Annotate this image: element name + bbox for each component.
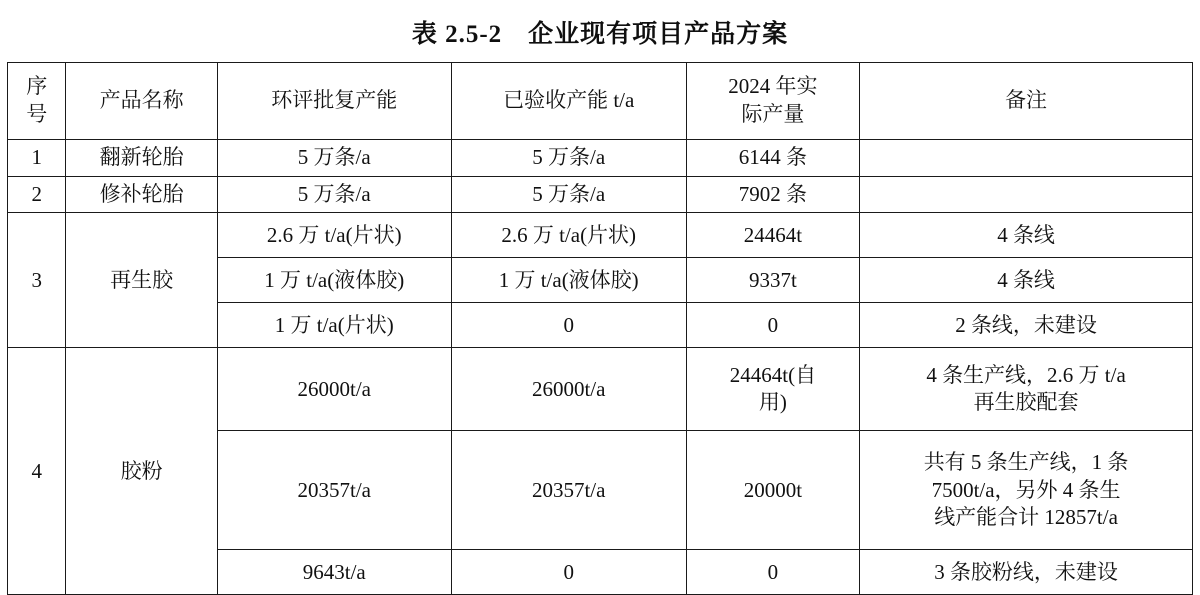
row-accepted-capacity: 1 万 t/a(液体胶) — [451, 258, 686, 303]
row-approved-capacity: 2.6 万 t/a(片状) — [217, 213, 451, 258]
row-product-name: 翻新轮胎 — [66, 140, 217, 177]
table-caption-text: 企业现有项目产品方案 — [528, 21, 789, 48]
row-accepted-capacity: 5 万条/a — [451, 176, 686, 213]
row-product-name: 修补轮胎 — [66, 176, 217, 213]
row-remark-line2: 再生胶配套 — [973, 390, 1079, 415]
row-remark — [860, 140, 1193, 177]
table-row — [8, 140, 1193, 177]
table-row — [8, 348, 1193, 431]
row-actual-output-line1: 24464t(自 — [729, 362, 817, 387]
row-accepted-capacity: 20357t/a — [451, 431, 686, 550]
row-actual-output: 20000t — [686, 431, 859, 550]
row-remark: 2 条线，未建设 — [860, 303, 1193, 348]
row-remark: 4 条线 — [860, 258, 1193, 303]
row-product-name: 再生胶 — [66, 213, 217, 348]
row-approved-capacity: 9643t/a — [217, 550, 451, 595]
header-cell-remark: 备注 — [860, 63, 1193, 140]
row-product-name: 胶粉 — [66, 348, 217, 595]
row-accepted-capacity: 5 万条/a — [451, 140, 686, 177]
table-row — [8, 176, 1193, 213]
header-cell-actual-output — [686, 63, 859, 140]
row-actual-output: 24464t — [686, 213, 859, 258]
row-no: 3 — [8, 213, 66, 348]
row-remark — [860, 431, 1193, 550]
product-scheme-table — [7, 62, 1193, 595]
row-approved-capacity: 1 万 t/a(片状) — [217, 303, 451, 348]
header-cell-product-name: 产品名称 — [66, 63, 217, 140]
row-actual-output-line2: 用) — [758, 390, 787, 415]
table-caption-number: 表 2.5-2 — [411, 21, 503, 48]
row-approved-capacity: 1 万 t/a(液体胶) — [217, 258, 451, 303]
row-accepted-capacity: 2.6 万 t/a(片状) — [451, 213, 686, 258]
row-actual-output: 6144 条 — [686, 140, 859, 177]
row-actual-output: 7902 条 — [686, 176, 859, 213]
row-accepted-capacity: 0 — [451, 550, 686, 595]
header-no-line2: 号 — [26, 102, 48, 126]
row-accepted-capacity: 26000t/a — [451, 348, 686, 431]
row-no: 2 — [8, 176, 66, 213]
table-caption — [0, 0, 1200, 62]
row-no: 4 — [8, 348, 66, 595]
row-approved-capacity: 26000t/a — [217, 348, 451, 431]
header-no-line1: 序 — [26, 74, 48, 99]
header-actual-line2: 际产量 — [741, 102, 805, 126]
header-cell-approved-capacity: 环评批复产能 — [217, 63, 451, 140]
row-remark: 3 条胶粉线，未建设 — [860, 550, 1193, 595]
row-remark: 4 条线 — [860, 213, 1193, 258]
header-actual-line1: 2024 年实 — [728, 74, 818, 99]
row-remark-line1: 4 条生产线，2.6 万 t/a — [926, 362, 1126, 387]
table-header-row — [8, 63, 1193, 140]
header-cell-no — [8, 63, 66, 140]
row-actual-output: 0 — [686, 550, 859, 595]
row-remark-line1: 共有 5 条生产线，1 条 — [923, 449, 1129, 474]
row-remark — [860, 176, 1193, 213]
table-row — [8, 213, 1193, 258]
row-accepted-capacity: 0 — [451, 303, 686, 348]
row-actual-output — [686, 348, 859, 431]
row-approved-capacity: 20357t/a — [217, 431, 451, 550]
row-remark-line2: 7500t/a，另外 4 条生 — [931, 477, 1121, 502]
row-remark-line3: 线产能合计 12857t/a — [934, 505, 1118, 530]
row-approved-capacity: 5 万条/a — [217, 140, 451, 177]
row-no: 1 — [8, 140, 66, 177]
row-remark — [860, 348, 1193, 431]
header-cell-accepted-capacity: 已验收产能 t/a — [451, 63, 686, 140]
row-approved-capacity: 5 万条/a — [217, 176, 451, 213]
row-actual-output: 9337t — [686, 258, 859, 303]
row-actual-output: 0 — [686, 303, 859, 348]
